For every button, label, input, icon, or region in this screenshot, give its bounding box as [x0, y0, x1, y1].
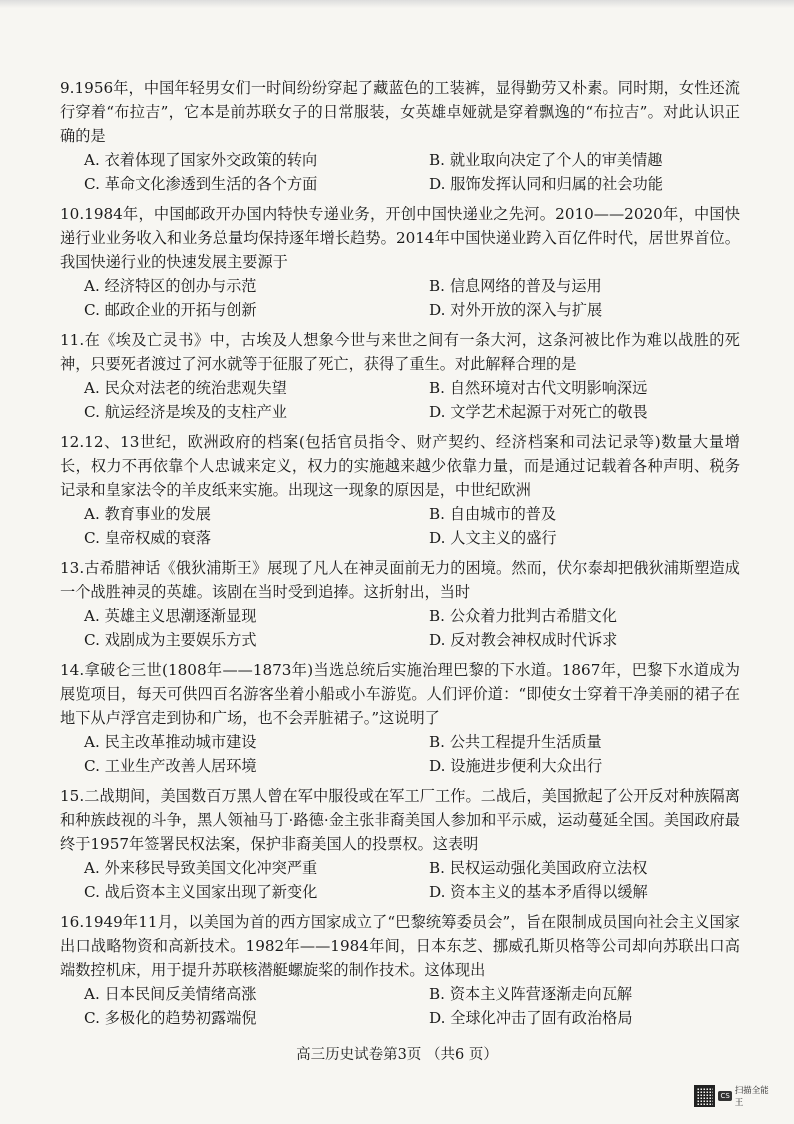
question-stem: 9.1956年，中国年轻男女们一时间纷纷穿起了藏蓝色的工装裤，显得勤劳又朴素。同时期，女性还流行穿着“布拉吉”，它本是前苏联女子的日常服装，女英雄卓娅就是穿着飘逸的“布拉吉”。对此认识正确的是	[60, 79, 740, 145]
option-b: B. 资本主义阵营逐渐走向瓦解	[429, 985, 633, 1003]
page-footer: 高三历史试卷第3页 （共6 页）	[296, 1047, 498, 1063]
option-a: A. 经济特区的创办与示范	[84, 277, 257, 295]
option-b: B. 公共工程提升生活质量	[429, 733, 602, 751]
option-grid	[60, 274, 740, 322]
option-a: A. 教育事业的发展	[84, 505, 211, 523]
option-c: C. 革命文化渗透到生活的各个方面	[84, 175, 318, 193]
option-grid	[60, 502, 740, 550]
option-c: C. 邮政企业的开拓与创新	[84, 301, 257, 319]
option-d: D. 全球化冲击了固有政治格局	[429, 1009, 633, 1027]
option-grid	[60, 982, 740, 1030]
option-d: D. 反对教会神权成时代诉求	[429, 631, 618, 649]
option-b: B. 公众着力批判古希腊文化	[429, 607, 617, 625]
option-c: C. 战后资本主义国家出现了新变化	[84, 883, 318, 901]
scanner-app-name: 扫描全能王	[734, 1086, 769, 1108]
option-b: B. 就业取向决定了个人的审美情趣	[429, 151, 663, 169]
question-13	[60, 556, 740, 652]
question-15	[60, 784, 740, 904]
option-grid	[60, 148, 740, 196]
question-stem: 16.1949年11月，以美国为首的西方国家成立了“巴黎统筹委员会”，旨在限制成员国向社会主义国家出口战略物资和高新技术。1982年——1984年间，日本东芝、挪威孔斯贝格等公司却向苏联出口高端数控机床，用于提升苏联核潜艇螺旋桨的制作技术。这体现出	[60, 913, 740, 979]
question-9	[60, 76, 740, 196]
cs-logo-icon: CS	[720, 1092, 730, 1100]
option-b: B. 自然环境对古代文明影响深远	[429, 379, 648, 397]
option-b: B. 信息网络的普及与运用	[429, 277, 602, 295]
scanner-watermark	[694, 1083, 776, 1109]
option-grid	[60, 856, 740, 904]
question-stem: 10.1984年，中国邮政开办国内特快专递业务，开创中国快递业之先河。2010——2020年，中国快递行业业务收入和业务总量均保持逐年增长趋势。2014年中国快递业跨入百亿件时代，居世界首位。我国快递行业的快速发展主要源于	[60, 205, 740, 271]
question-10	[60, 202, 740, 322]
question-list	[60, 76, 740, 1036]
question-12	[60, 430, 740, 550]
option-d: D. 人文主义的盛行	[429, 529, 557, 547]
option-a: A. 衣着体现了国家外交政策的转向	[84, 151, 318, 169]
option-c: C. 戏剧成为主要娱乐方式	[84, 631, 257, 649]
option-c: C. 航运经济是埃及的支柱产业	[84, 403, 287, 421]
option-d: D. 服饰发挥认同和归属的社会功能	[429, 175, 663, 193]
option-a: A. 日本民间反美情绪高涨	[84, 985, 257, 1003]
option-c: C. 多极化的趋势初露端倪	[84, 1009, 257, 1027]
question-stem: 13.古希腊神话《俄狄浦斯王》展现了凡人在神灵面前无力的困境。然而，伏尔泰却把俄狄浦斯塑造成一个战胜神灵的英雄。该剧在当时受到追捧。这折射出，当时	[60, 559, 740, 601]
option-c: C. 皇帝权威的衰落	[84, 529, 212, 547]
option-b: B. 民权运动强化美国政府立法权	[429, 859, 648, 877]
option-grid	[60, 604, 740, 652]
scan-edge	[0, 0, 794, 8]
question-stem: 14.拿破仑三世(1808年——1873年)当选总统后实施治理巴黎的下水道。1867年，巴黎下水道成为展览项目，每天可供四百名游客坐着小船或小车游览。人们评价道：“即使女士穿着干净美丽的裙子在地下从卢浮宫走到协和广场，也不会弄脏裙子。”这说明了	[60, 661, 740, 727]
option-b: B. 自由城市的普及	[429, 505, 557, 523]
question-stem: 12.12、13世纪，欧洲政府的档案(包括官员指令、财产契约、经济档案和司法记录等)数量大量增长，权力不再依靠个人忠诚来定义，权力的实施越来越少依靠力量，而是通过记载着各种声明、税务记录和皇家法令的羊皮纸来实施。出现这一现象的原因是，中世纪欧洲	[60, 433, 740, 499]
option-grid	[60, 730, 740, 778]
option-d: D. 文学艺术起源于对死亡的敬畏	[429, 403, 648, 421]
option-c: C. 工业生产改善人居环境	[84, 757, 257, 775]
question-stem: 11.在《埃及亡灵书》中，古埃及人想象今世与来世之间有一条大河，这条河被比作为难以战胜的死神，只要死者渡过了河水就等于征服了死亡，获得了重生。对此解释合理的是	[60, 331, 740, 373]
option-a: A. 英雄主义思潮逐渐显现	[84, 607, 257, 625]
option-a: A. 外来移民导致美国文化冲突严重	[84, 859, 318, 877]
option-d: D. 资本主义的基本矛盾得以缓解	[429, 883, 648, 901]
option-grid	[60, 376, 740, 424]
question-stem: 15.二战期间，美国数百万黑人曾在军中服役或在军工厂工作。二战后，美国掀起了公开反对种族隔离和种族歧视的斗争，黑人领袖马丁·路德·金主张非裔美国人参加和平示威，运动蔓延全国。美国政府最终于1957年签署民权法案，保护非裔美国人的投票权。这表明	[60, 787, 740, 853]
qr-code-icon	[694, 1085, 715, 1107]
option-d: D. 设施进步便利大众出行	[429, 757, 603, 775]
question-16	[60, 910, 740, 1030]
option-a: A. 民主改革推动城市建设	[84, 733, 257, 751]
option-d: D. 对外开放的深入与扩展	[429, 301, 603, 319]
question-14	[60, 658, 740, 778]
question-11	[60, 328, 740, 424]
option-a: A. 民众对法老的统治悲观失望	[84, 379, 287, 397]
